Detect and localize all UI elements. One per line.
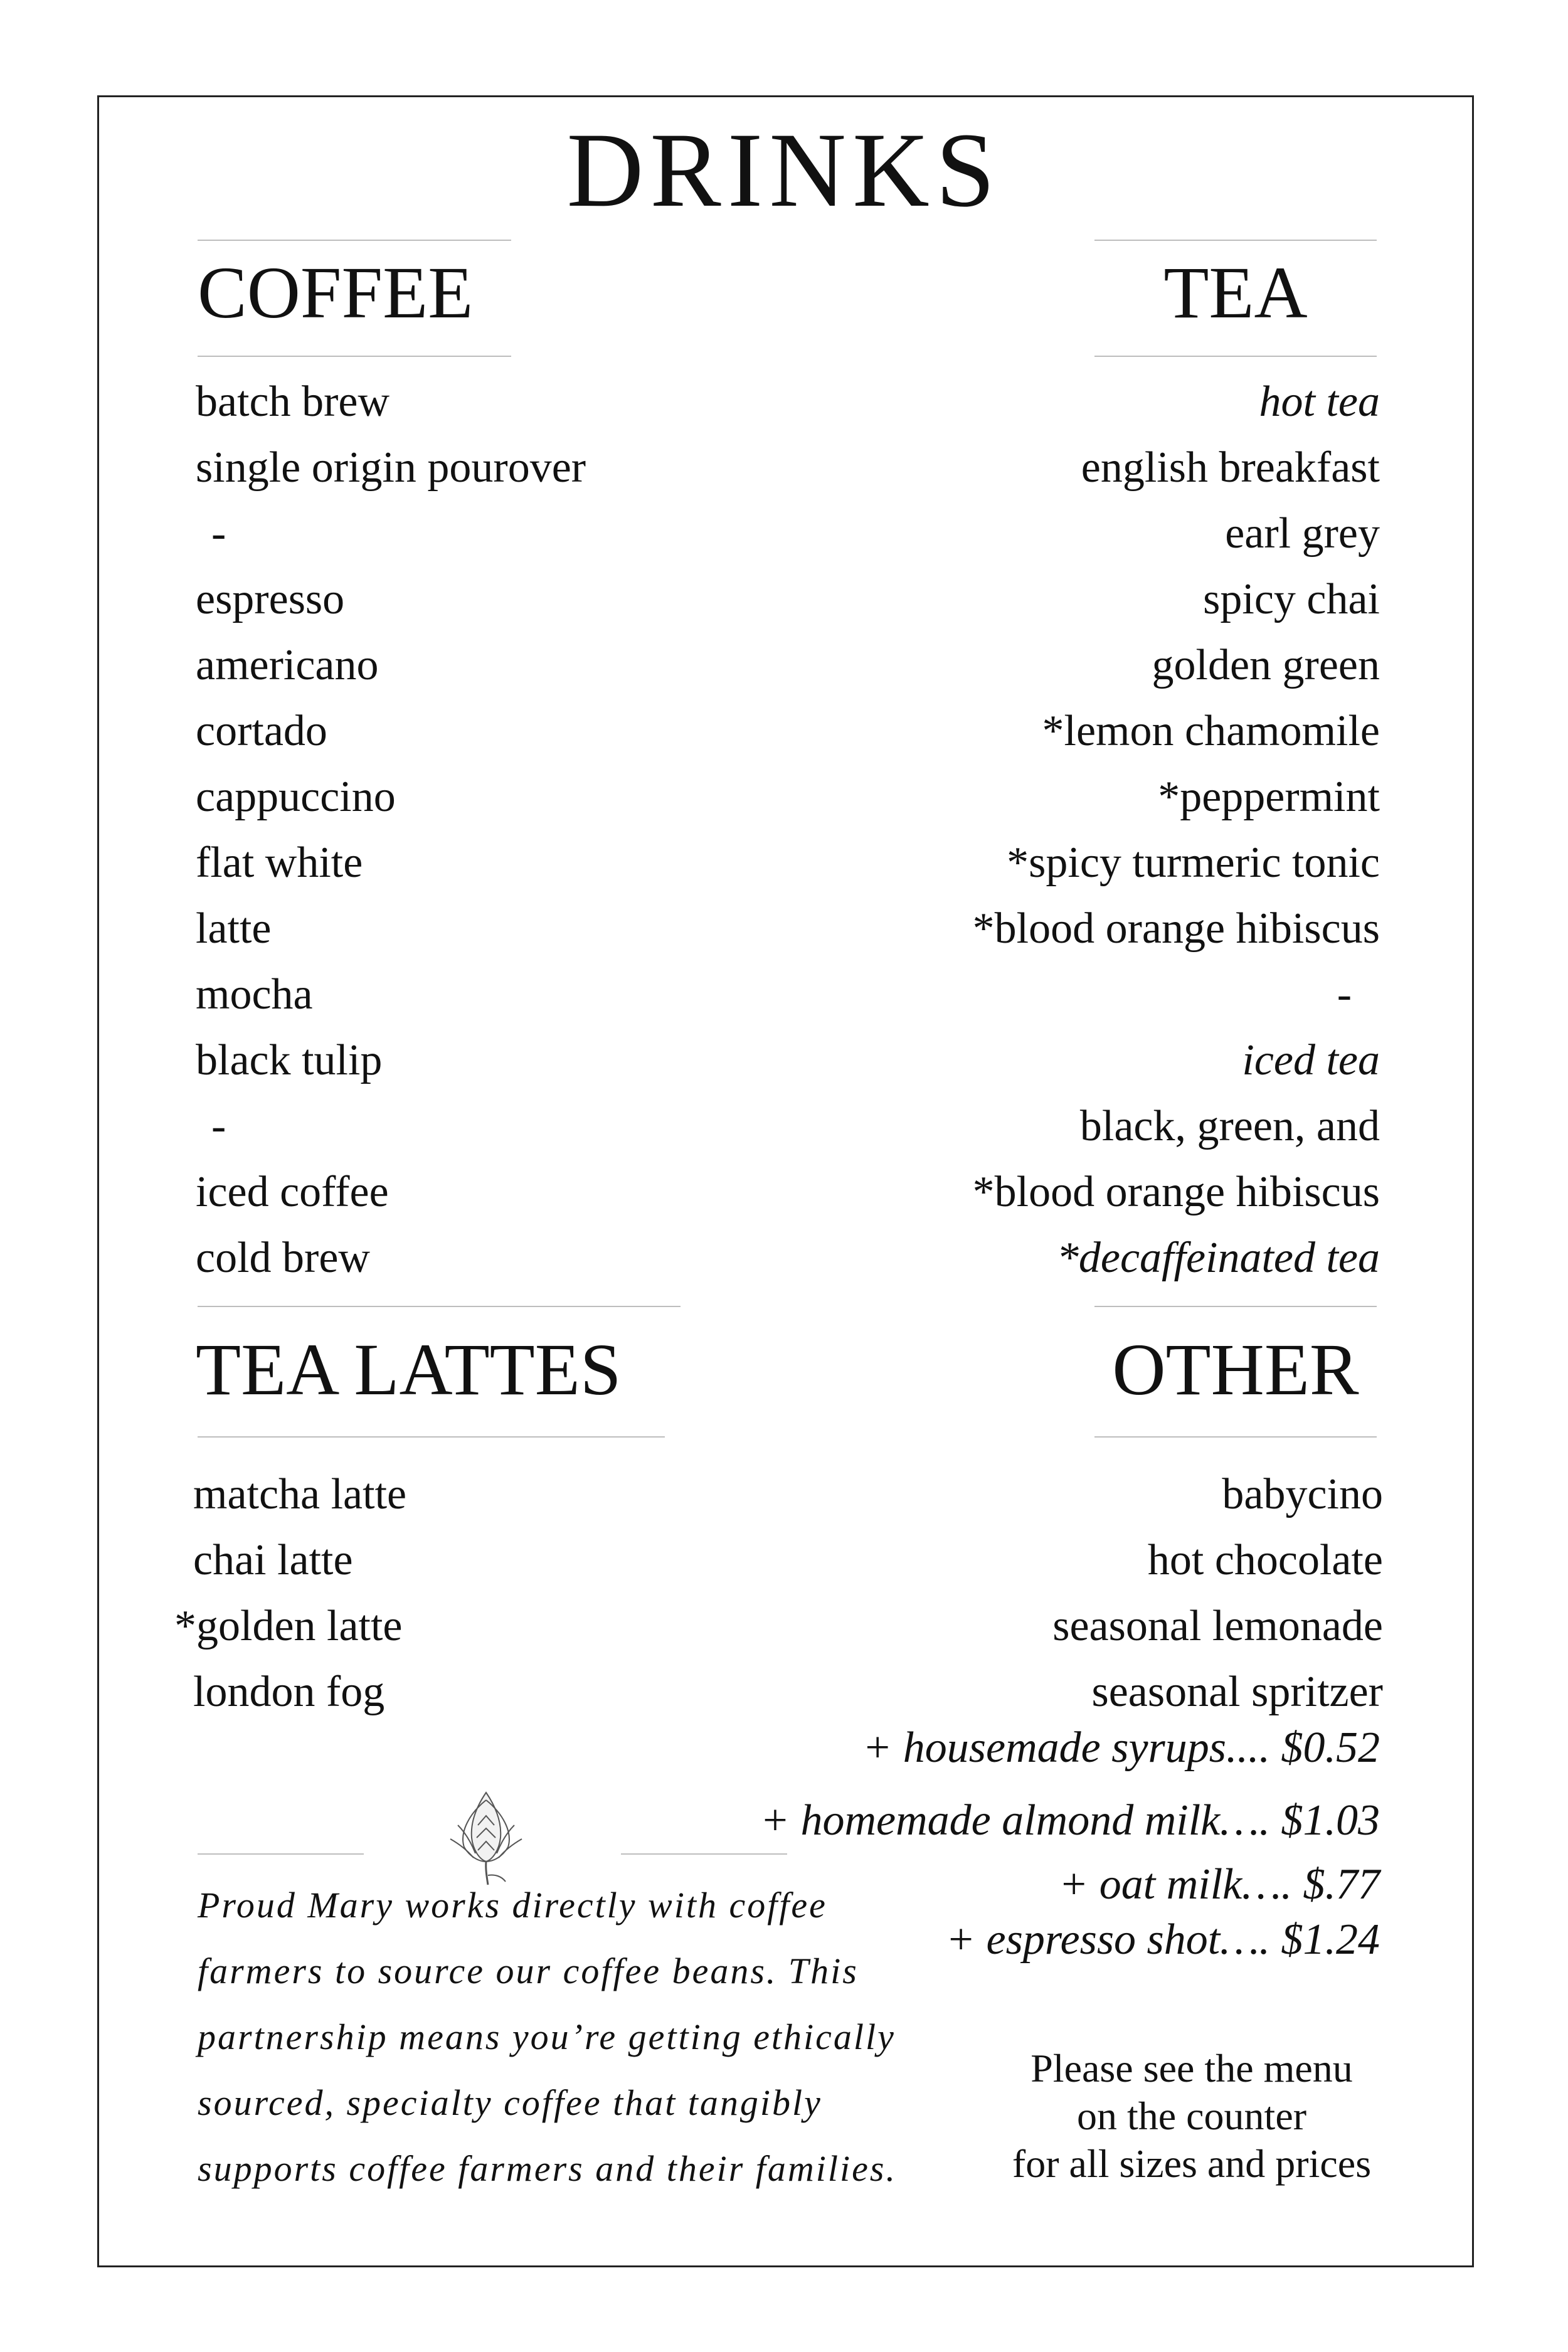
- tea-item: *lemon chamomile: [1042, 707, 1380, 755]
- tea-item: *spicy turmeric tonic: [1007, 839, 1380, 887]
- coffee-item: black tulip: [196, 1036, 383, 1084]
- story-rule-right: [621, 1853, 787, 1855]
- tea-latte-item: chai latte: [193, 1536, 353, 1584]
- coffee-item: cappuccino: [196, 773, 396, 821]
- tea-lattes-heading: TEA LATTES: [196, 1328, 622, 1411]
- coffee-item: iced coffee: [196, 1168, 389, 1216]
- tea-item: *blood orange hibiscus: [972, 904, 1380, 953]
- note-line: on the counter: [1076, 2094, 1307, 2138]
- story-rule-left: [198, 1853, 364, 1855]
- other-item: seasonal spritzer: [1091, 1668, 1383, 1716]
- story-paragraph: Proud Mary works directly with coffee farmers to source our coffee beans. This partnership means you’re getting ethically sourced, specialty coffee that tangibly supports coffee farmers and their families.: [198, 1885, 897, 2189]
- other-rule-top: [1094, 1306, 1377, 1307]
- tea-subheading-hot: hot tea: [1259, 378, 1380, 426]
- coffee-separator: -: [211, 1102, 226, 1150]
- coffee-rule-top: [198, 240, 511, 241]
- coffee-item: espresso: [196, 575, 345, 623]
- coffee-rule-bottom: [198, 356, 511, 357]
- coffee-item: mocha: [196, 970, 313, 1019]
- tea-latte-item: matcha latte: [193, 1470, 407, 1518]
- tea-heading: TEA: [1163, 252, 1308, 334]
- tea-separator: -: [1337, 970, 1352, 1019]
- tea-list: [815, 369, 1380, 1291]
- coffee-item: batch brew: [196, 378, 390, 426]
- tea-item: golden green: [1152, 641, 1380, 689]
- other-item: hot chocolate: [1147, 1536, 1383, 1584]
- sizes-prices-note: [966, 2045, 1417, 2188]
- other-rule-bottom: [1094, 1436, 1377, 1438]
- coffee-item: flat white: [196, 839, 363, 887]
- menu-title: DRINKS: [566, 111, 1002, 229]
- tea-rule-bottom: [1094, 356, 1377, 357]
- addon-espresso-shot: + espresso shot…. $1.24: [945, 1915, 1380, 1964]
- tea-latte-item: *golden latte: [174, 1602, 403, 1650]
- note-line: for all sizes and prices: [1012, 2141, 1372, 2186]
- tea-lattes-rule-top: [198, 1306, 681, 1307]
- coffee-item: cortado: [196, 707, 327, 755]
- other-item: seasonal lemonade: [1052, 1602, 1383, 1650]
- tea-item: *peppermint: [1158, 773, 1380, 821]
- addon-almond-milk: + homemade almond milk…. $1.03: [760, 1796, 1380, 1845]
- tea-subheading-iced: iced tea: [1242, 1036, 1380, 1084]
- addon-oat-milk: + oat milk…. $.77: [1059, 1860, 1380, 1909]
- coffee-heading: COFFEE: [198, 252, 474, 334]
- tea-rule-top: [1094, 240, 1377, 241]
- other-heading: OTHER: [1112, 1328, 1359, 1411]
- tea-item: spicy chai: [1203, 575, 1380, 623]
- coffee-separator: -: [211, 509, 226, 558]
- addon-syrups: + housemade syrups.... $0.52: [862, 1724, 1380, 1772]
- tea-item: *blood orange hibiscus: [972, 1168, 1380, 1216]
- tea-footnote: *decaffeinated tea: [1056, 1234, 1380, 1282]
- tea-item: english breakfast: [1081, 443, 1380, 492]
- tea-lattes-rule-bottom: [198, 1436, 665, 1438]
- tea-item: earl grey: [1225, 509, 1380, 558]
- tea-lattes-list: [174, 1461, 695, 1725]
- coffee-list: [196, 369, 760, 1291]
- note-line: Please see the menu: [1030, 2046, 1353, 2090]
- coffee-item: americano: [196, 641, 379, 689]
- other-item: babycino: [1222, 1470, 1383, 1518]
- tea-latte-item: london fog: [193, 1668, 385, 1716]
- coffee-item: latte: [196, 904, 272, 953]
- other-list: [815, 1461, 1383, 1725]
- coffee-item: single origin pourover: [196, 443, 586, 492]
- coffee-item: cold brew: [196, 1234, 370, 1282]
- tea-item: black, green, and: [1079, 1102, 1380, 1150]
